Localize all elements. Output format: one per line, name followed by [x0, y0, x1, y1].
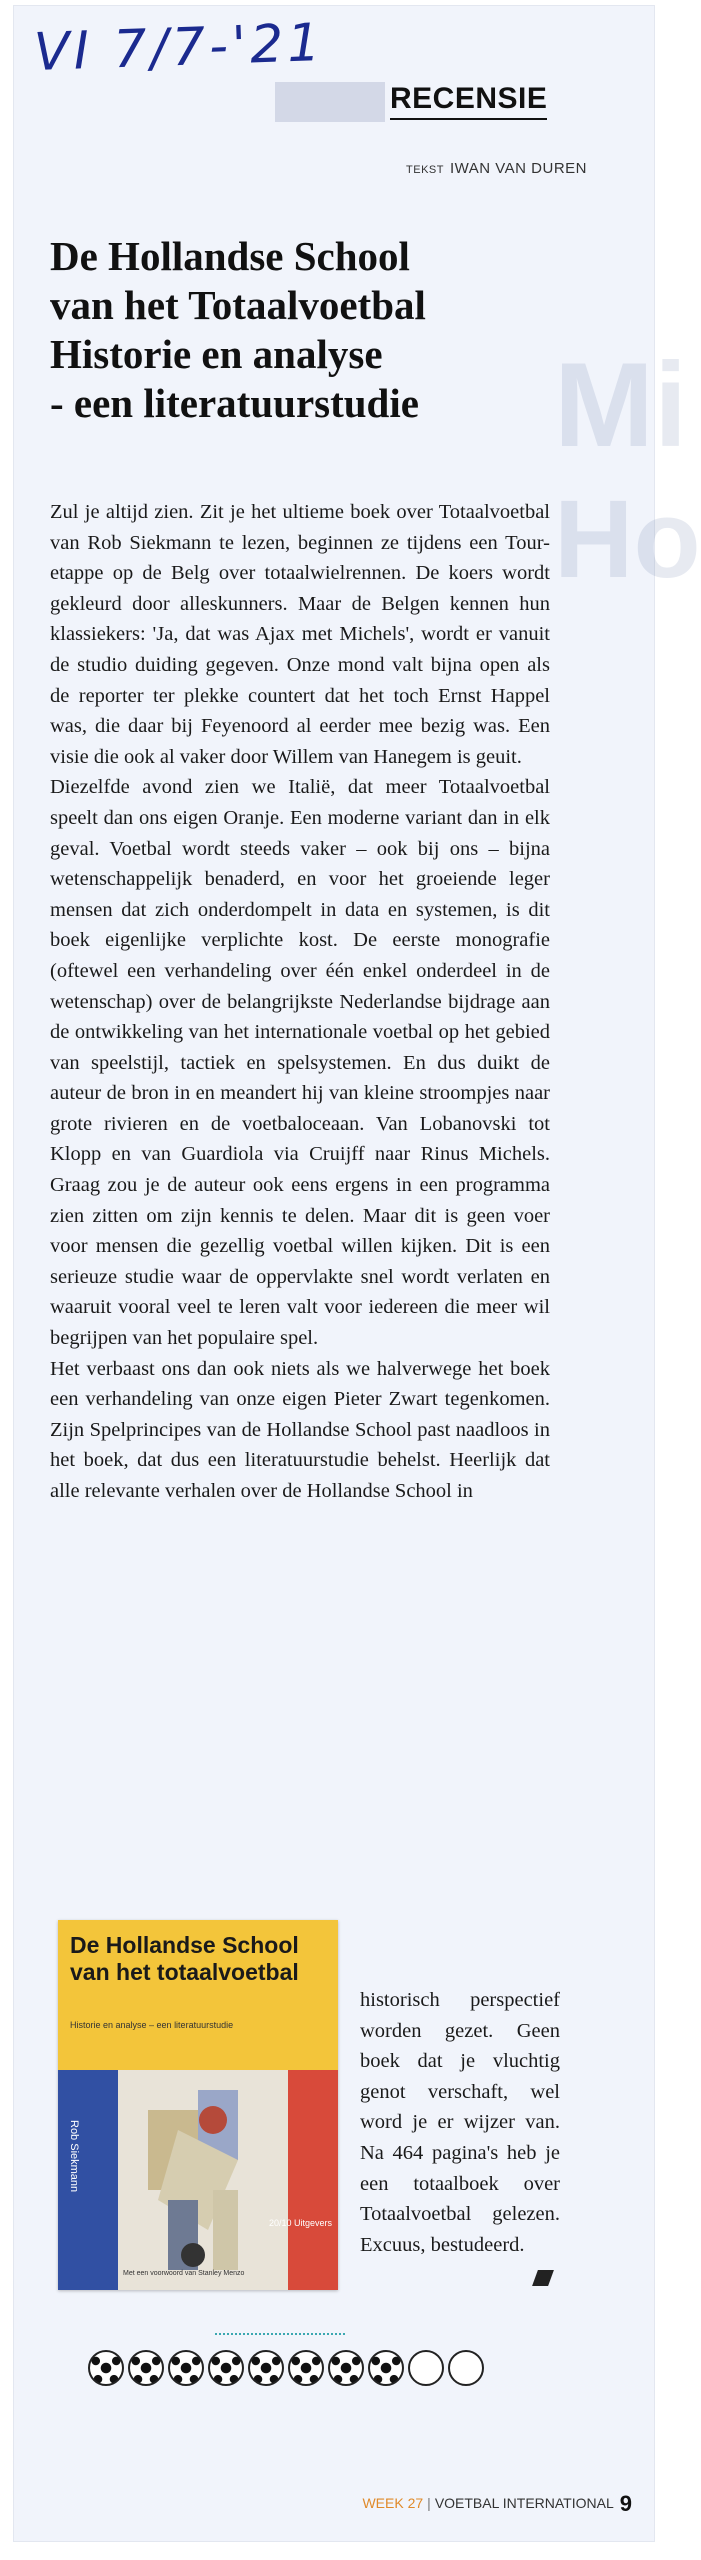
- footer-week: WEEK 27: [362, 2495, 424, 2511]
- article-title: [50, 232, 610, 428]
- football-icon-filled: [248, 2350, 284, 2386]
- body-paragraph: Het verbaast ons dan ook niets als we halverwege het boek een verhandeling van onze eigen Pieter Zwart tegenkomen. Zijn Spelprincipes van de Hollandse School past naadloos in het boek, dat dus een literatuurstudie behelst. Heerlijk dat alle relevante verhalen over de Hollandse School in: [50, 1357, 550, 1502]
- body-paragraph-continued: historisch perspectief worden gezet. Geen boek dat je vluchtig genot verschaft, wel word je er wijzer van. Na 464 pagina's heb je een totaalboek over Totaalvoetbal gelezen. Excuus, bestudeerd.: [360, 1989, 560, 2256]
- cover-red-panel: [288, 2070, 338, 2290]
- cover-foreword: Met een voorwoord van Stanley Menzo: [123, 2270, 245, 2277]
- football-icon-filled: [328, 2350, 364, 2386]
- decorative-divider: [215, 2333, 345, 2335]
- cover-author: Rob Siekmann: [68, 2120, 80, 2193]
- page-number: 9: [619, 2491, 632, 2516]
- body-paragraph: Zul je altijd zien. Zit je het ultieme boek over Totaalvoetbal van Rob Siekmann te lezen, beginnen ze tijdens een Tour-etappe op de Belg over totaalwielrennen. De koers wordt gekleurd door alleskunners. Maar de Belgen kennen hun klassiekers: 'Ja, dat was Ajax met Michels', wordt er vanuit de studio duiding gegeven. Onze mond valt bijna open als de reporter ter plekke countert dat het toch Ernst Happel was, die daar bij Feyenoord al eerder mee bezig was. Een visie die ook al vaker door Willem van Hanegem is geuit.: [50, 501, 550, 768]
- body-paragraph: Diezelfde avond zien we Italië, dat meer Totaalvoetbal speelt dan ons eigen Oranje. Een moderne variant dan in elk geval. Voetbal wordt steeds vaker – ook bij ons – bijna wetenschappelijk benaderd, en voor het groeiende leger mensen dat zich onderdompelt in data en systemen, is dit boek eigenlijke verplichte kost. De eerste monografie (oftewel een verhandeling over één enkel onderdeel in de wetenschap) over de belangrijkste Nederlandse bijdrage aan de ontwikkeling van het internationale voetbal op het gebied van speelstijl, tactiek en spelsystemen. En dus duikt de auteur de bron in en meandert hij van kleine stroompjes naar grote rivieren en de voetbaloceaan. Van Lobanovski tot Klopp en van Guardiola via Cruijff naar Rinus Michels. Graag zou je de auteur ook eens ergens in een programma zien zitten om zijn kennis te delen. Maar dit is geen voer voor mensen die gezellig voetbal willen kijken. Dit is een serieuze studie waar de oppervlakte snel wordt verlaten en waaruit vooral veel te leren valt voor iedereen die meer wil begrijpen van het populaire spel.: [50, 776, 550, 1350]
- section-label: RECENSIE: [390, 82, 547, 120]
- byline-author: IWAN VAN DUREN: [449, 160, 587, 177]
- cover-artwork-shapes: [118, 2070, 288, 2290]
- byline-prefix: TEKST: [406, 164, 444, 176]
- title-line: Historie en analyse: [50, 331, 383, 377]
- cover-artwork: [118, 2070, 288, 2290]
- bleed-through-block: [275, 82, 385, 122]
- handwritten-note: VI 7/7-'21: [33, 12, 326, 84]
- football-icon-filled: [208, 2350, 244, 2386]
- football-icon-filled: [368, 2350, 404, 2386]
- page-footer: WEEK 27 | VOETBAL INTERNATIONAL 9: [362, 2491, 632, 2516]
- cover-publisher: 20/10 Uitgevers: [268, 2218, 332, 2228]
- cover-title: De Hollandse School van het totaalvoetbal: [70, 1932, 299, 1985]
- football-icon-filled: [168, 2350, 204, 2386]
- title-line: van het Totaalvoetbal: [50, 282, 426, 328]
- bleed-through-text: Mi: [554, 338, 688, 472]
- bleed-through-text: Ho: [554, 478, 701, 601]
- title-line: - een literatuurstudie: [50, 380, 419, 426]
- cover-blue-panel: [58, 2070, 118, 2290]
- book-cover-image: [58, 1920, 338, 2290]
- football-icon-empty: [448, 2350, 484, 2386]
- cover-subtitle: Historie en analyse – een literatuurstudie: [70, 2020, 234, 2030]
- byline: [406, 160, 587, 177]
- football-icon-filled: [88, 2350, 124, 2386]
- football-icon-empty: [408, 2350, 444, 2386]
- football-icon-filled: [288, 2350, 324, 2386]
- title-line: De Hollandse School: [50, 233, 410, 279]
- football-icon-filled: [128, 2350, 164, 2386]
- footer-magazine: VOETBAL INTERNATIONAL: [434, 2495, 614, 2511]
- rating-football-icons: [88, 2350, 484, 2390]
- article-body: [50, 497, 550, 1507]
